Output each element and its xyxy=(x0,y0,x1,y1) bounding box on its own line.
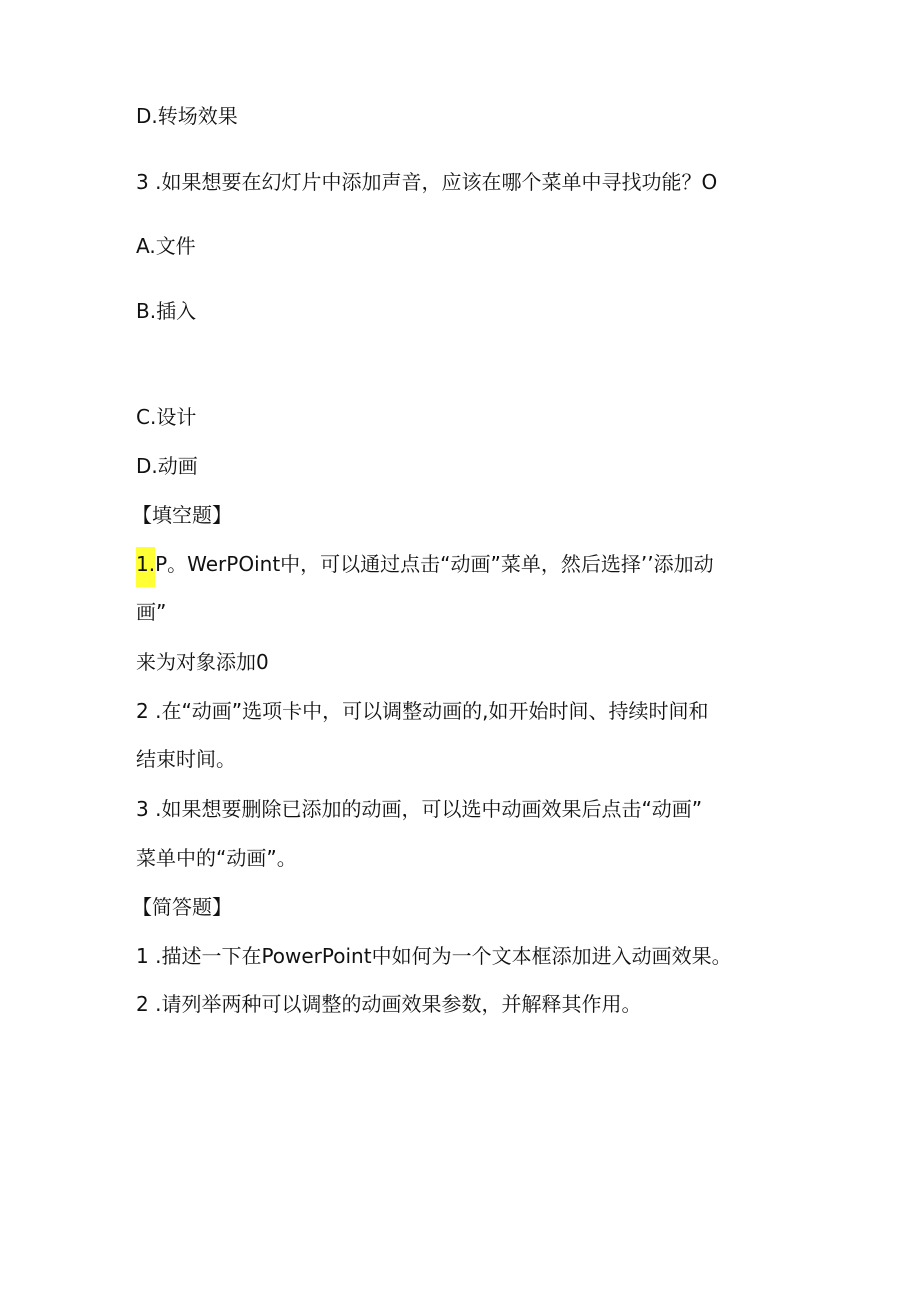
short-answer-2: 2 .请列举两种可以调整的动画效果参数，并解释其作用。 xyxy=(136,992,642,1016)
fill-blank-3: 3 .如果想要删除已添加的动画，可以选中动画效果后点击“动画” xyxy=(136,797,703,821)
short-answer-1: 1 .描述一下在PowerPoint中如何为一个文本框添加进入动画效果。 xyxy=(136,944,732,968)
option-a-file: A.文件 xyxy=(136,234,196,258)
option-c-design: C.设计 xyxy=(136,405,197,429)
option-b-insert: B.插入 xyxy=(136,299,197,323)
section-fill-blank: 【填空题】 xyxy=(132,503,232,527)
fill-blank-1-cont: 画” xyxy=(136,600,167,624)
highlighted-number: 1. xyxy=(136,547,155,587)
question-3-sound: 3 .如果想要在幻灯片中添加声音，应该在哪个菜单中寻找功能？O xyxy=(136,170,718,194)
option-d-animation: D.动画 xyxy=(136,454,198,478)
section-short-answer: 【简答题】 xyxy=(132,895,232,919)
fill-blank-1 xyxy=(136,551,714,587)
fill-blank-3-cont: 菜单中的“动画”。 xyxy=(136,846,297,870)
fill-blank-2-cont: 结束时间。 xyxy=(136,747,236,771)
fill-blank-1-cont2: 来为对象添加0 xyxy=(136,650,269,674)
fill-blank-1-text: P。WerPOint中，可以通过点击“动画”菜单，然后选择’’添加动 xyxy=(155,552,714,576)
fill-blank-2: 2 .在“动画”选项卡中，可以调整动画的,如开始时间、持续时间和 xyxy=(136,699,709,723)
option-d-transition: D.转场效果 xyxy=(136,104,238,128)
